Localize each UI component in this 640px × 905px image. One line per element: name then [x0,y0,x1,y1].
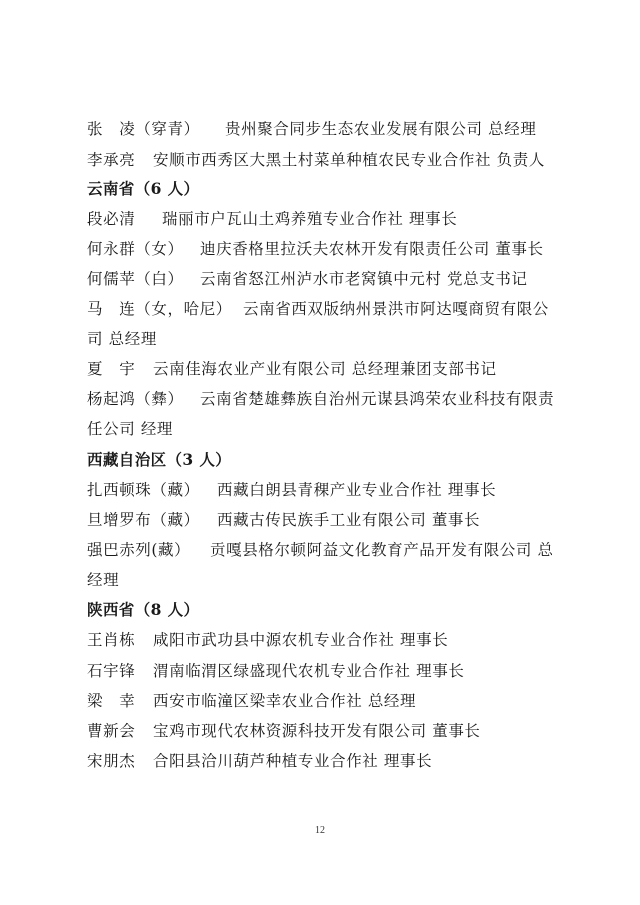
person-organization-title: 云南省西双版纳州景洪市阿达嘎商贸有限公 [243,300,549,318]
person-organization-title: 渭南临渭区绿盛现代农机专业合作社 理事长 [153,662,465,680]
person-organization-title: 贡嘎县格尔顿阿益文化教育产品开发有限公司 总 [210,541,554,559]
person-organization-title: 宝鸡市现代农林资源科技开发有限公司 董事长 [153,722,481,740]
person-name: 旦增罗布（藏） [87,511,200,529]
list-item [87,359,557,379]
person-organization-title: 西藏白朗县青稞产业专业合作社 理事长 [217,481,497,499]
person-name: 杨起鸿（彝） [87,390,184,408]
person-organization-title: 西安市临潼区梁幸农业合作社 总经理 [153,692,417,710]
list-item [87,209,557,229]
person-organization-title: 云南佳海农业产业有限公司 总经理兼团支部书记 [153,360,497,378]
person-organization-title: 贵州聚合同步生态农业发展有限公司 总经理 [225,120,537,138]
continuation-line: 司 总经理 [87,330,157,348]
person-organization-title: 迪庆香格里拉沃夫农林开发有限责任公司 董事长 [200,240,544,258]
list-item [87,630,557,650]
list-item [87,119,557,139]
person-organization-title: 安顺市西秀区大黑土村菜单种植农民专业合作社 负责人 [153,151,545,169]
person-organization-title: 西藏古传民族手工业有限公司 董事长 [217,511,481,529]
list-item [87,480,557,500]
list-item [87,721,557,741]
person-name: 曹新会 [87,722,136,740]
section-heading: 西藏自治区（3 人） [87,450,232,469]
continuation-line: 任公司 经理 [87,420,174,438]
list-item [87,661,557,681]
person-name: 夏 宇 [87,360,136,378]
section-heading: 云南省（6 人） [87,179,200,198]
page-number: 12 [315,825,325,836]
person-name: 马 连（女，哈尼） [87,300,232,318]
person-name: 梁 幸 [87,692,136,710]
list-item [87,269,557,289]
person-name: 强巴赤列(藏） [87,541,191,559]
person-name: 扎西顿珠（藏） [87,481,200,499]
person-name: 何儒苹（白） [87,270,184,288]
list-item [87,239,557,259]
list-item [87,150,557,170]
section-heading: 陕西省（8 人） [87,600,200,619]
person-name: 张 凌（穿青） [87,120,200,138]
person-name: 宋朋杰 [87,752,136,770]
person-name: 段必清 [87,210,136,228]
person-organization-title: 云南省楚雄彝族自治州元谋县鸿荣农业科技有限责 [200,390,555,408]
continuation-line: 经理 [87,571,120,589]
person-name: 石宇锋 [87,662,136,680]
person-organization-title: 合阳县洽川葫芦种植专业合作社 理事长 [153,752,433,770]
list-item [87,540,557,560]
person-name: 何永群（女） [87,240,184,258]
person-name: 李承亮 [87,151,136,169]
list-item [87,389,557,409]
list-item [87,299,557,319]
list-item [87,691,557,711]
list-item [87,510,557,530]
person-organization-title: 云南省怒江州泸水市老窝镇中元村 党总支书记 [200,270,528,288]
person-name: 王肖栋 [87,631,136,649]
person-organization-title: 咸阳市武功县中源农机专业合作社 理事长 [153,631,449,649]
person-organization-title: 瑞丽市户瓦山土鸡养殖专业合作社 理事长 [162,210,458,228]
list-item [87,751,557,771]
